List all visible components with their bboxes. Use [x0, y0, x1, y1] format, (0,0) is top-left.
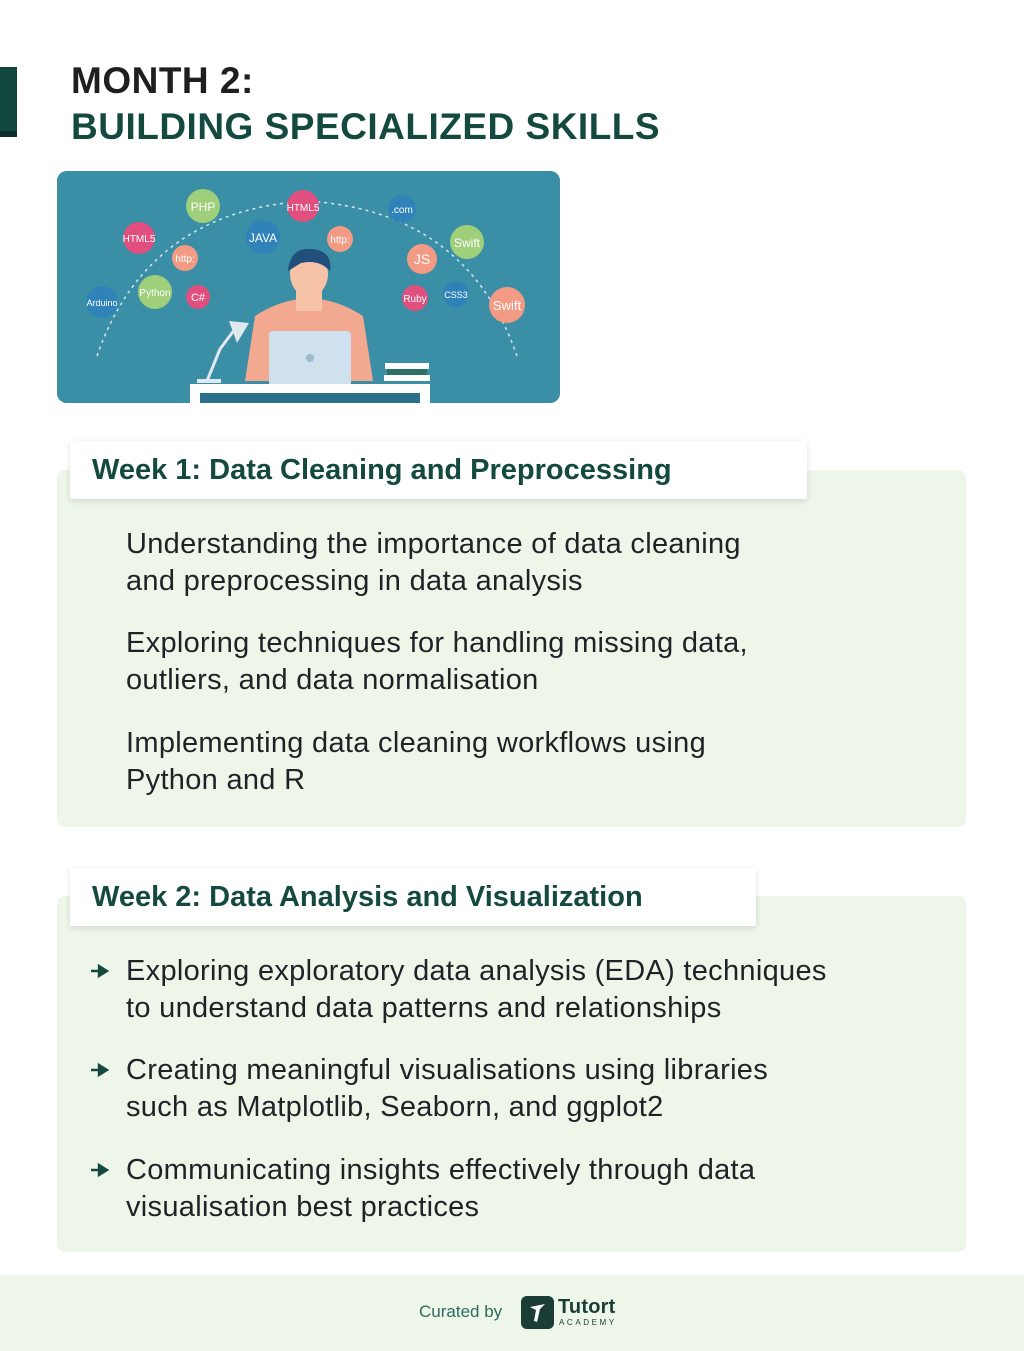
page-title-month: MONTH 2:	[71, 60, 254, 101]
brand-subtitle: ACADEMY	[559, 1318, 617, 1327]
week-1-item-3: Implementing data cleaning workflows using Python and R	[126, 727, 707, 796]
tag-ruby: Ruby	[403, 294, 427, 305]
tag-php: PHP	[190, 200, 216, 214]
corner-accent-bar	[0, 67, 17, 137]
curated-by-label: Curated by	[419, 1302, 503, 1321]
brand-name: Tutort	[558, 1296, 616, 1318]
week-1-item-2: Exploring techniques for handling missing data, outliers, and data normalisation	[126, 627, 748, 696]
arrow-bullet-icon	[90, 1062, 110, 1078]
week-2-item-3: Communicating insights effectively through data visualisation best practices	[126, 1154, 756, 1223]
footer	[0, 1275, 1024, 1351]
tag-html5-top: HTML5	[286, 203, 320, 214]
tag-swift-top: Swift	[453, 236, 481, 250]
page-title-topic: BUILDING SPECIALIZED SKILLS	[71, 106, 661, 147]
tag-dotcom: .com	[391, 205, 413, 216]
tag-java: JAVA	[248, 231, 278, 245]
tag-html5-left: HTML5	[122, 234, 156, 245]
week-2-item-1: Exploring exploratory data analysis (EDA) techniques to understand data patterns and relationships	[126, 955, 827, 1024]
tag-js: JS	[413, 251, 431, 267]
hero-illustration	[57, 171, 560, 403]
tutort-logo-icon	[521, 1296, 554, 1329]
week-2-item-2: Creating meaningful visualisations using libraries such as Matplotlib, Seaborn, and ggplot2	[126, 1054, 769, 1123]
tag-csharp: C#	[190, 292, 206, 304]
week-2-title: Week 2: Data Analysis and Visualization	[70, 868, 756, 926]
week-1-item-1: Understanding the importance of data cleaning and preprocessing in data analysis	[126, 528, 741, 597]
week-1-title: Week 1: Data Cleaning and Preprocessing	[70, 441, 807, 499]
tag-arduino: Arduino	[86, 298, 118, 308]
tag-http-left: http:	[175, 254, 195, 265]
tag-python: Python	[139, 288, 171, 299]
tag-http-center: http:	[330, 235, 350, 246]
tag-swift-right: Swift	[492, 298, 522, 313]
books-icon	[384, 363, 430, 381]
arrow-bullet-icon	[90, 1162, 110, 1178]
arrow-bullet-icon	[90, 963, 110, 979]
tag-css3: CSS3	[444, 290, 468, 300]
